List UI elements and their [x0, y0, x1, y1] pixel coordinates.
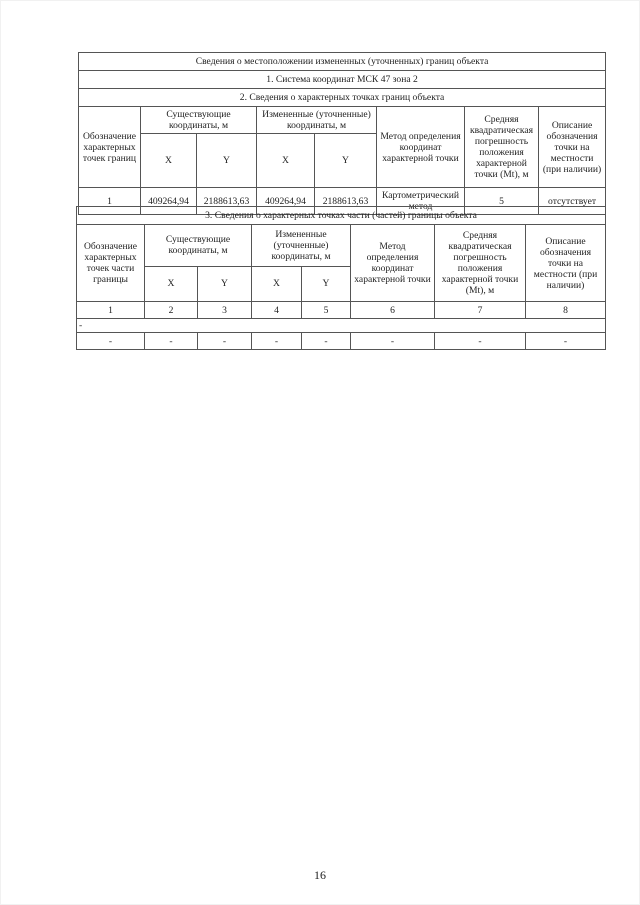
header-existing-coordinates: Существующие координаты, м	[145, 225, 252, 267]
page-number: 16	[314, 868, 326, 882]
cell-error: -	[435, 333, 526, 350]
section-boundary-points: 2. Сведения о характерных точках границ объекта	[79, 89, 606, 107]
column-number: 5	[302, 302, 351, 319]
header-method: Метод определения координат характерной точки	[377, 107, 465, 188]
cell-method: -	[351, 333, 435, 350]
header-designation: Обозначение характерных точек границ	[79, 107, 141, 188]
header-existing-y: Y	[198, 266, 252, 301]
cell-error: 5	[465, 188, 539, 215]
cell-method: Картометрический метод	[377, 188, 465, 215]
column-number: 2	[145, 302, 198, 319]
header-error: Средняя квадратическая погрешность положения характерной точки (Mt), м	[435, 225, 526, 302]
header-existing-coordinates: Существующие координаты, м	[141, 107, 257, 134]
cell-changed-x: -	[252, 333, 302, 350]
cell-existing-x: -	[145, 333, 198, 350]
dash-cell: -	[77, 319, 606, 333]
part-boundary-table	[76, 206, 606, 350]
cell-existing-y: 2188613,63	[197, 188, 257, 215]
dash-row	[77, 319, 606, 333]
column-numbers-row	[77, 302, 606, 319]
header-existing-x: X	[145, 266, 198, 301]
boundary-table	[78, 52, 606, 215]
column-number: 4	[252, 302, 302, 319]
cell-existing-y: -	[198, 333, 252, 350]
header-method: Метод определения координат характерной точки	[351, 225, 435, 302]
header-description: Описание обозначения точки на местности (при наличии)	[539, 107, 606, 188]
column-number: 6	[351, 302, 435, 319]
column-number: 8	[526, 302, 606, 319]
table-title: Сведения о местоположении измененных (уточненных) границ объекта	[79, 53, 606, 71]
cell-description: -	[526, 333, 606, 350]
cell-point: -	[77, 333, 145, 350]
cell-existing-x: 409264,94	[141, 188, 197, 215]
header-existing-y: Y	[197, 134, 257, 188]
column-number: 7	[435, 302, 526, 319]
header-designation: Обозначение характерных точек части границы	[77, 225, 145, 302]
header-changed-x: X	[257, 134, 315, 188]
header-changed-y: Y	[302, 266, 351, 301]
column-number: 1	[77, 302, 145, 319]
header-changed-coordinates: Измененные (уточненные) координаты, м	[252, 225, 351, 267]
section-part-boundary-points: 3. Сведения о характерных точках части (частей) границы объекта	[77, 207, 606, 225]
cell-changed-x: 409264,94	[257, 188, 315, 215]
header-description: Описание обозначения точки на местности (при наличии)	[526, 225, 606, 302]
header-changed-y: Y	[315, 134, 377, 188]
section-coordinate-system: 1. Система координат МСК 47 зона 2	[79, 71, 606, 89]
cell-point: 1	[79, 188, 141, 215]
header-changed-x: X	[252, 266, 302, 301]
header-changed-coordinates: Измененные (уточненные) координаты, м	[257, 107, 377, 134]
cell-changed-y: -	[302, 333, 351, 350]
cell-description: отсутствует	[539, 188, 606, 215]
header-error: Средняя квадратическая погрешность положения характерной точки (Mt), м	[465, 107, 539, 188]
table-row	[77, 333, 606, 350]
column-number: 3	[198, 302, 252, 319]
cell-changed-y: 2188613,63	[315, 188, 377, 215]
header-existing-x: X	[141, 134, 197, 188]
